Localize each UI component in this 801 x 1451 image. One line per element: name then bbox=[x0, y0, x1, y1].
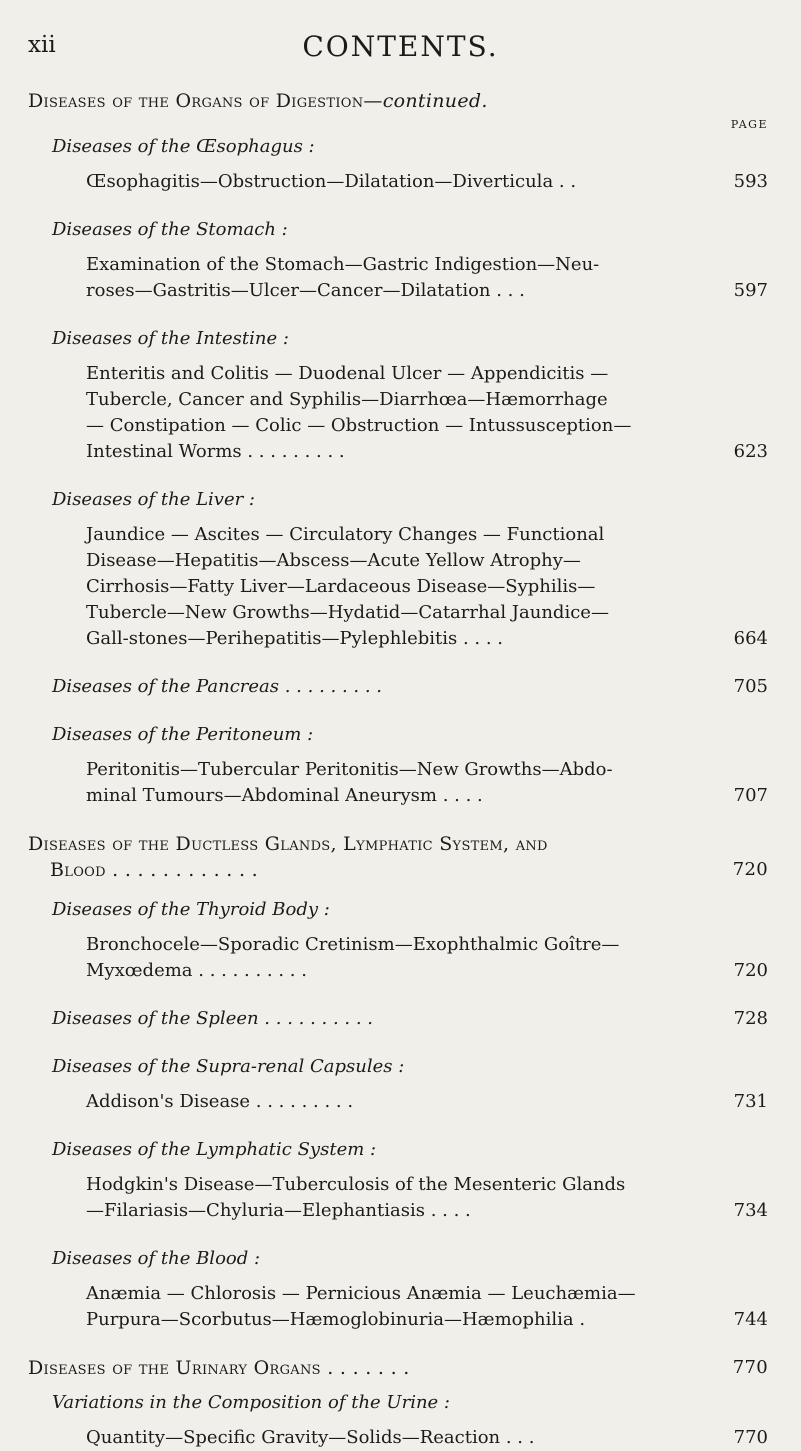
page-number: 664 bbox=[733, 628, 768, 649]
entry-thyroid bbox=[86, 932, 768, 984]
section-heading-urine: Variations in the Composition of the Urine : bbox=[52, 1392, 450, 1413]
entry-line: Diseases of the Spleen . . . . . . . . . . bbox=[52, 1008, 374, 1029]
entry-line: Diseases of the Pancreas . . . . . . . . . bbox=[52, 676, 383, 697]
entry-line: Cirrhosis—Fatty Liver—Lardaceous Disease—Syphilis— bbox=[86, 576, 596, 597]
entry-line: Jaundice — Ascites — Circulatory Changes — Functional bbox=[86, 524, 605, 545]
entry-intestine bbox=[86, 361, 768, 465]
part-heading-urinary bbox=[28, 1355, 768, 1381]
page-number: 720 bbox=[733, 960, 768, 981]
entry-line: Disease—Hepatitis—Abscess—Acute Yellow Atrophy— bbox=[86, 550, 581, 571]
section-heading-thyroid: Diseases of the Thyroid Body : bbox=[52, 899, 330, 920]
entry-line: — Constipation — Colic — Obstruction — Intussusception— bbox=[86, 415, 632, 436]
page-number: 720 bbox=[732, 859, 768, 880]
entry-liver bbox=[86, 522, 768, 652]
section-heading-intestine: Diseases of the Intestine : bbox=[52, 328, 289, 349]
part-title-line: Blood . . . . . . . . . . . . bbox=[50, 859, 258, 881]
entry-suprarenal bbox=[86, 1089, 768, 1115]
section-heading-stomach: Diseases of the Stomach : bbox=[52, 219, 288, 240]
page-number: 705 bbox=[733, 676, 768, 697]
running-title: CONTENTS. bbox=[302, 30, 499, 63]
page-column-label: PAGE bbox=[730, 118, 768, 131]
entry-peritoneum bbox=[86, 757, 768, 809]
running-header bbox=[0, 30, 801, 80]
section-heading-peritoneum: Diseases of the Peritoneum : bbox=[52, 724, 314, 745]
section-heading-liver: Diseases of the Liver : bbox=[52, 489, 256, 510]
entry-lymphatic bbox=[86, 1172, 768, 1224]
section-heading-spleen bbox=[52, 1006, 768, 1032]
entry-urine bbox=[86, 1425, 768, 1451]
entry-line: Purpura—Scorbutus—Hæmoglobinuria—Hæmophilia . bbox=[86, 1309, 586, 1330]
section-heading-suprarenal: Diseases of the Supra-renal Capsules : bbox=[52, 1056, 405, 1077]
continued-label: continued. bbox=[382, 90, 488, 112]
part-title-line: Diseases of the Ductless Glands, Lymphatic System, and bbox=[28, 833, 548, 855]
part-heading-ductless-glands bbox=[28, 831, 768, 883]
entry-blood bbox=[86, 1281, 768, 1333]
section-heading-pancreas bbox=[52, 674, 768, 700]
section-heading-lymphatic: Diseases of the Lymphatic System : bbox=[52, 1139, 377, 1160]
entry-line: Examination of the Stomach—Gastric Indigestion—Neu- bbox=[86, 254, 600, 275]
entry-line: —Filariasis—Chyluria—Elephantiasis . . . . bbox=[86, 1200, 471, 1221]
entry-line: Myxœdema . . . . . . . . . . bbox=[86, 960, 307, 981]
page-number: 770 bbox=[732, 1357, 768, 1378]
entry-line: minal Tumours—Abdominal Aneurysm . . . . bbox=[86, 785, 483, 806]
part-title: Diseases of the Urinary Organs . . . . . . . bbox=[28, 1357, 410, 1379]
page-number: 744 bbox=[733, 1309, 768, 1330]
part-title: Diseases of the Organs of Digestion— bbox=[28, 90, 383, 112]
page-number: 597 bbox=[733, 280, 768, 301]
page-number: 623 bbox=[733, 441, 768, 462]
entry-line: Bronchocele—Sporadic Cretinism—Exophthalmic Goître— bbox=[86, 934, 620, 955]
entry-line: Intestinal Worms . . . . . . . . . bbox=[86, 441, 345, 462]
page-number: 728 bbox=[733, 1008, 768, 1029]
page-number: 770 bbox=[733, 1427, 768, 1448]
page-number: 707 bbox=[733, 785, 768, 806]
contents-list bbox=[28, 88, 768, 1451]
entry-line: Tubercle, Cancer and Syphilis—Diarrhœa—Hæmorrhage bbox=[86, 389, 608, 410]
entry-line: Anæmia — Chlorosis — Pernicious Anæmia — Leuchæmia— bbox=[86, 1283, 636, 1304]
entry-line: roses—Gastritis—Ulcer—Cancer—Dilatation . . . bbox=[86, 280, 525, 301]
page-number: 593 bbox=[733, 171, 768, 192]
entry-line: Gall-stones—Perihepatitis—Pylephlebitis . . . . bbox=[86, 628, 504, 649]
entry-line: Tubercle—New Growths—Hydatid—Catarrhal Jaundice— bbox=[86, 602, 609, 623]
page-number: 734 bbox=[733, 1200, 768, 1221]
entry-line: Addison's Disease . . . . . . . . . bbox=[86, 1091, 354, 1112]
page-number: 731 bbox=[733, 1091, 768, 1112]
part-heading-digestion bbox=[28, 88, 768, 114]
entry-stomach bbox=[86, 252, 768, 304]
entry-oesophagus bbox=[86, 169, 768, 195]
entry-line: Quantity—Specific Gravity—Solids—Reaction . . . bbox=[86, 1427, 535, 1448]
entry-line: Œsophagitis—Obstruction—Dilatation—Diverticula . . bbox=[86, 171, 577, 192]
entry-line: Enteritis and Colitis — Duodenal Ulcer — Appendicitis — bbox=[86, 363, 609, 384]
page-folio: xii bbox=[28, 32, 56, 58]
entry-line: Peritonitis—Tubercular Peritonitis—New Growths—Abdo- bbox=[86, 759, 613, 780]
entry-line: Hodgkin's Disease—Tuberculosis of the Mesenteric Glands bbox=[86, 1174, 626, 1195]
section-heading-oesophagus: Diseases of the Œsophagus : bbox=[52, 136, 315, 157]
section-heading-blood: Diseases of the Blood : bbox=[52, 1248, 261, 1269]
